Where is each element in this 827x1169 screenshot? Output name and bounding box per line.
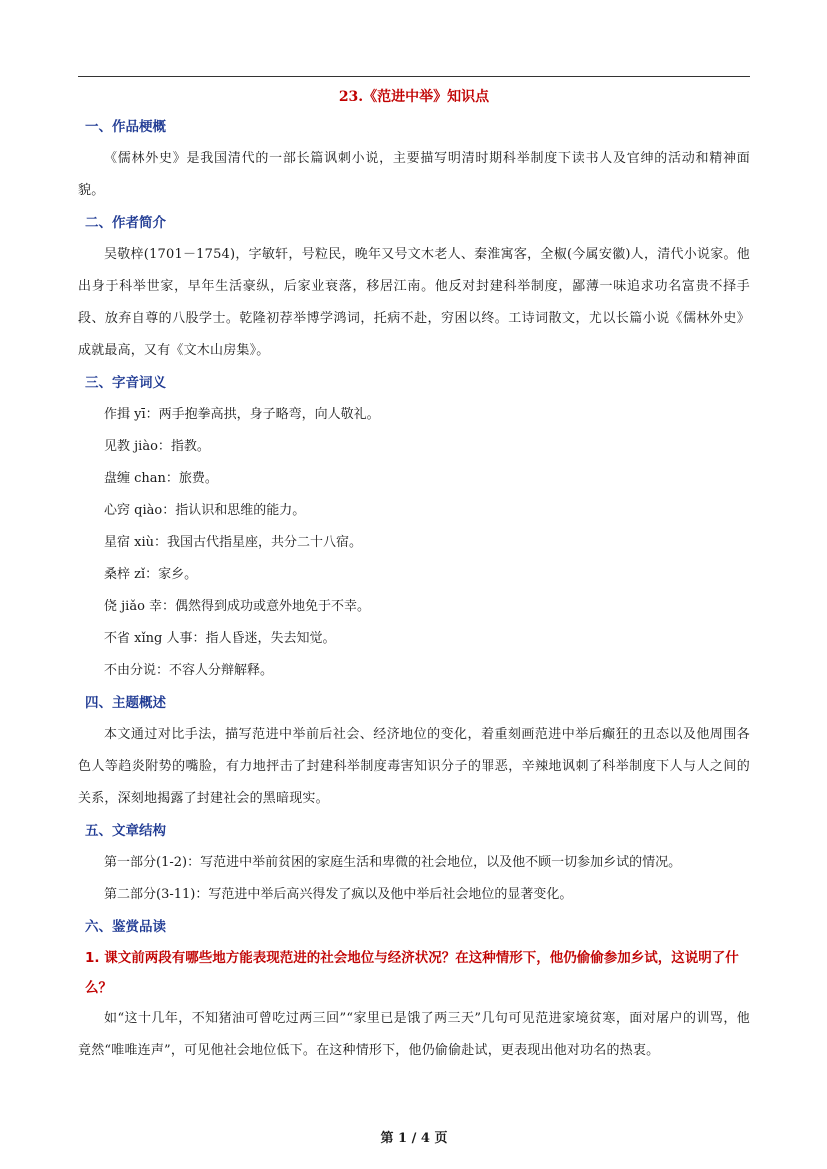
vocab-item: 不省 xǐng 人事：指人昏迷，失去知觉。: [104, 631, 336, 646]
appreciation-question: 1. 课文前两段有哪些地方能表现范进的社会地位与经济状况？在这种情形下，他仍偷偷参加乡试，这说明了什么？: [85, 950, 739, 996]
section-heading-appreciation: 六、鉴赏品读: [85, 919, 166, 935]
vocab-item: 心窍 qiào：指认识和思维的能力。: [104, 503, 306, 518]
header-rule: [78, 76, 750, 77]
vocab-item: 桑梓 zǐ：家乡。: [104, 567, 198, 582]
vocab-item: 侥 jiǎo 幸：偶然得到成功或意外地免于不幸。: [104, 599, 371, 614]
structure-item: 第一部分(1-2)：写范进中举前贫困的家庭生活和卑微的社会地位，以及他不顾一切参加乡试的情况。: [104, 855, 682, 870]
document-title: 23.《范进中举》知识点: [338, 89, 490, 105]
structure-item: 第二部分(3-11)：写范进中举后高兴得发了疯以及他中举后社会地位的显著变化。: [104, 887, 573, 902]
author-paragraph: 吴敬梓(1701－1754)，字敏轩，号粒民，晚年又号文木老人、秦淮寓客，全椒(今属安徽)人，清代小说家。他出身于科举世家，早年生活豪纵，后家业衰落，移居江南。他反对封建科举制度，鄙薄一味追求功名富贵不择手段、放弃自尊的八股学士。乾隆初荐举博学鸿词，托病不赴，穷困以终。工诗词散文，尤以长篇小说《儒林外史》成就最高，又有《文木山房集》。: [78, 247, 750, 358]
section-heading-vocabulary: 三、字音词义: [85, 375, 166, 391]
vocab-item: 星宿 xiù：我国古代指星座，共分二十八宿。: [104, 535, 362, 550]
section-heading-author: 二、作者简介: [85, 215, 166, 231]
vocab-item: 不由分说：不容人分辩解释。: [104, 663, 274, 678]
theme-paragraph: 本文通过对比手法，描写范进中举前后社会、经济地位的变化，着重刻画范进中举后癫狂的丑态以及他周围各色人等趋炎附势的嘴脸，有力地抨击了封建科举制度毒害知识分子的罪恶，辛辣地讽刺了科举制度下人与人之间的关系，深刻地揭露了封建社会的黑暗现实。: [78, 727, 750, 806]
vocab-item: 见教 jiào：指教。: [104, 439, 210, 454]
vocab-item: 作揖 yī：两手抱拳高拱，身子略弯，向人敬礼。: [104, 407, 380, 422]
vocab-item: 盘缠 chan：旅费。: [104, 471, 218, 486]
section-heading-structure: 五、文章结构: [85, 823, 166, 839]
section-heading-theme: 四、主题概述: [85, 695, 166, 711]
section-heading-synopsis: 一、作品梗概: [85, 119, 166, 135]
synopsis-paragraph: 《儒林外史》是我国清代的一部长篇讽刺小说，主要描写明清时期科举制度下读书人及官绅的活动和精神面貌。: [78, 151, 750, 198]
document-body: [78, 116, 750, 1067]
page-number: 第 1 / 4 页: [380, 1131, 448, 1146]
appreciation-answer: 如“这十几年，不知猪油可曾吃过两三回”“家里已是饿了两三天”几句可见范进家境贫寒，面对屠户的训骂，他竟然“唯唯连声”，可见他社会地位低下。在这种情形下，他仍偷偷赴试，更表现出他对功名的热衷。: [78, 1011, 750, 1058]
